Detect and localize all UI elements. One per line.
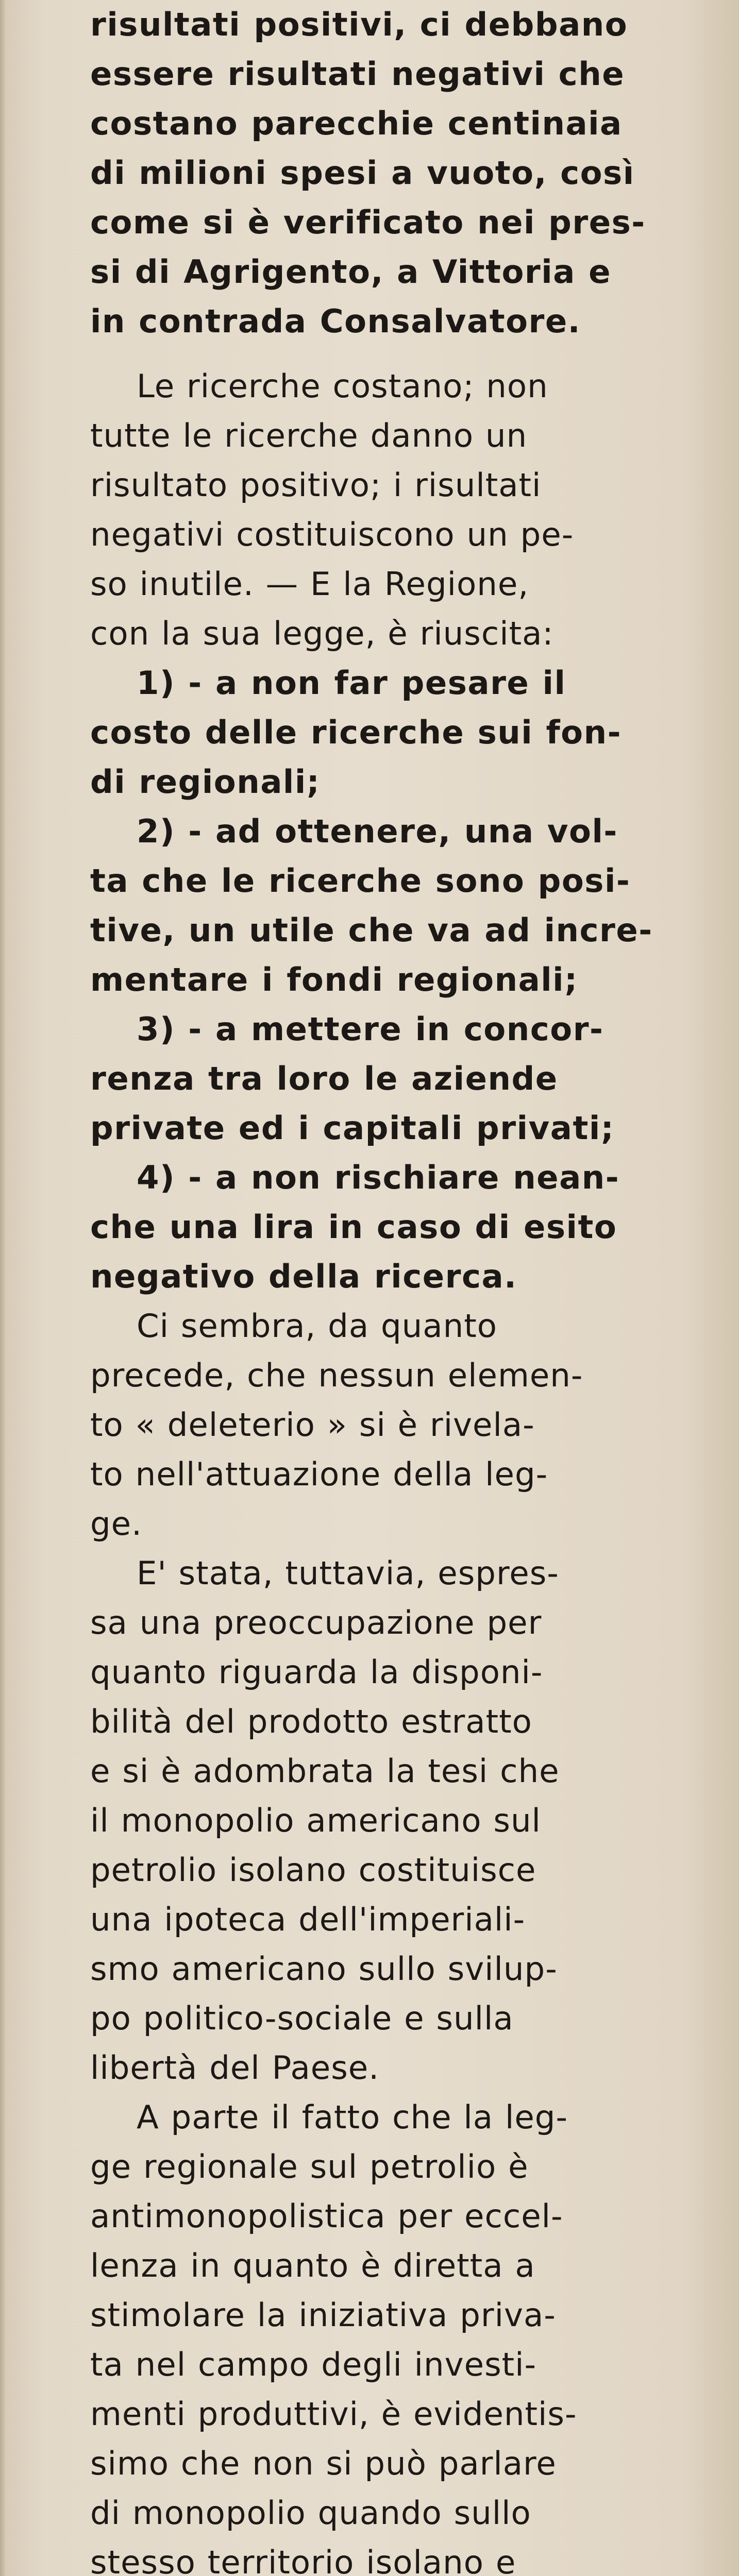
- text-line: antimonopolistica per eccel-: [90, 2197, 563, 2235]
- text-line: ta che le ricerche sono posi-: [90, 862, 631, 900]
- text-line: Le ricerche costano; non: [137, 367, 548, 405]
- text-line: private ed i capitali privati;: [90, 1109, 615, 1147]
- text-line: il monopolio americano sul: [90, 1802, 541, 1839]
- text-line: Ci sembra, da quanto: [137, 1307, 497, 1345]
- text-line: e si è adombrata la tesi che: [90, 1752, 560, 1790]
- text-line: una ipoteca dell'imperiali-: [90, 1901, 526, 1938]
- text-line: risultato positivo; i risultati: [90, 466, 542, 504]
- text-line: precede, che nessun elemen-: [90, 1357, 583, 1394]
- text-line: sa una preoccupazione per: [90, 1604, 542, 1641]
- text-line: costo delle ricerche sui fon-: [90, 714, 622, 751]
- text-line: stesso territorio isolano e: [90, 2544, 516, 2576]
- page-left-edge: [0, 0, 6, 2576]
- text-line: A parte il fatto che la leg-: [137, 2098, 568, 2136]
- text-line: ge.: [90, 1505, 142, 1543]
- text-line: stimolare la iniziativa priva-: [90, 2296, 556, 2334]
- text-line: simo che non si può parlare: [90, 2445, 557, 2482]
- text-line: quanto riguarda la disponi-: [90, 1653, 543, 1691]
- text-line: costano parecchie centinaia: [90, 105, 623, 142]
- section-gap: [90, 346, 685, 362]
- text-line: negativo della ricerca.: [90, 1258, 517, 1295]
- text-line: bilità del prodotto estratto: [90, 1703, 532, 1740]
- text-line: E' stata, tuttavia, espres-: [137, 1554, 559, 1592]
- text-line: risultati positivi, ci debbano: [90, 6, 628, 43]
- text-line: 3) - a mettere in concor-: [137, 1010, 604, 1048]
- text-line: che una lira in caso di esito: [90, 1208, 617, 1246]
- text-line: so inutile. — E la Regione,: [90, 565, 529, 603]
- text-line: smo americano sullo svilup-: [90, 1950, 558, 1988]
- text-line: renza tra loro le aziende: [90, 1060, 558, 1097]
- text-line: si di Agrigento, a Vittoria e: [90, 253, 611, 291]
- text-line: 1) - a non far pesare il: [137, 664, 566, 702]
- text-line: lenza in quanto è diretta a: [90, 2247, 535, 2284]
- text-line: menti produttivi, è evidentis-: [90, 2395, 577, 2433]
- text-line: come si è verificato nei pres-: [90, 204, 646, 241]
- text-line: ta nel campo degli investi-: [90, 2346, 537, 2383]
- text-line: tutte le ricerche danno un: [90, 417, 528, 454]
- text-line: di monopolio quando sullo: [90, 2494, 531, 2532]
- text-line: to nell'attuazione della leg-: [90, 1455, 548, 1493]
- text-line: mentare i fondi regionali;: [90, 961, 578, 998]
- text-line: di regionali;: [90, 763, 321, 801]
- text-line: libertà del Paese.: [90, 2049, 380, 2087]
- text-line: ge regionale sul petrolio è: [90, 2148, 529, 2185]
- text-line: tive, un utile che va ad incre-: [90, 911, 653, 949]
- text-line: di milioni spesi a vuoto, così: [90, 154, 635, 192]
- text-line: po politico-sociale e sulla: [90, 1999, 514, 2037]
- text-line: in contrada Consalvatore.: [90, 302, 581, 340]
- text-line: essere risultati negativi che: [90, 55, 625, 93]
- article-column: [90, 0, 685, 2576]
- text-line: petrolio isolano costituisce: [90, 1851, 536, 1889]
- text-line: negativi costituiscono un pe-: [90, 516, 574, 553]
- text-line: to « deleterio » si è rivela-: [90, 1406, 535, 1444]
- text-line: con la sua legge, è riuscita:: [90, 615, 554, 652]
- text-line: 2) - ad ottenere, una vol-: [137, 812, 618, 850]
- text-line: 4) - a non rischiare nean-: [137, 1159, 620, 1196]
